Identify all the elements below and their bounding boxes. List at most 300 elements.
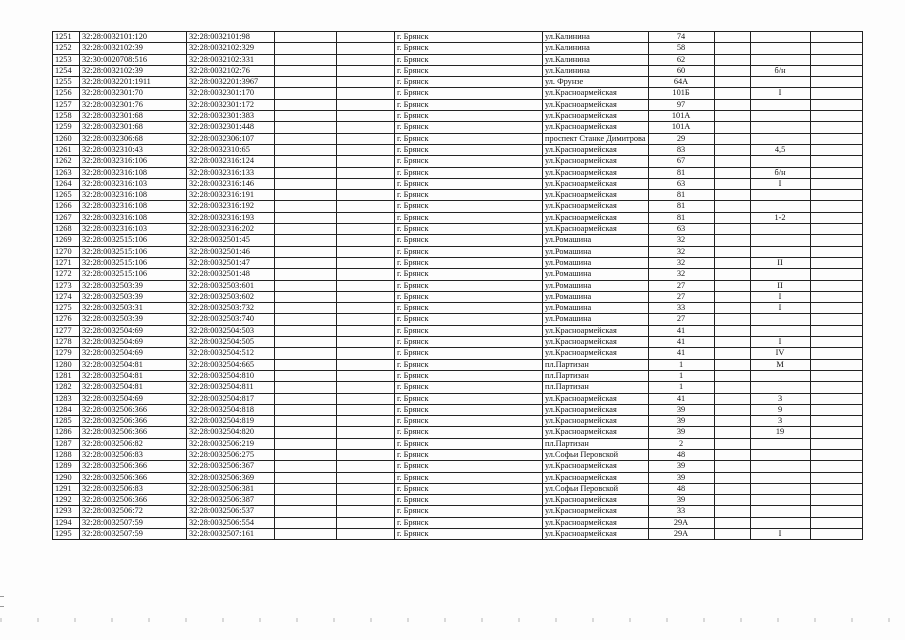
cell-land-cadastral-number: 32:28:0032506:366 bbox=[80, 472, 187, 483]
cell-object-cadastral-number: 32:28:0032501:46 bbox=[187, 246, 275, 257]
cell-city: г. Брянск bbox=[395, 32, 543, 43]
cell-empty bbox=[810, 314, 862, 325]
cell-land-cadastral-number: 32:28:0032507:59 bbox=[80, 529, 187, 540]
cell-record-number: 1293 bbox=[53, 506, 80, 517]
cell-empty bbox=[275, 156, 337, 167]
cell-street: ул.Красноармейская bbox=[543, 325, 649, 336]
cell-empty bbox=[714, 506, 750, 517]
cell-premises-number bbox=[750, 190, 810, 201]
cell-empty bbox=[714, 529, 750, 540]
cell-street: пл.Партизан bbox=[543, 370, 649, 381]
cell-empty bbox=[337, 111, 395, 122]
cell-land-cadastral-number: 32:28:0032301:68 bbox=[80, 122, 187, 133]
cell-empty bbox=[337, 404, 395, 415]
cell-street: ул.Красноармейская bbox=[543, 178, 649, 189]
cell-empty bbox=[714, 167, 750, 178]
scan-edge-mark bbox=[0, 606, 4, 607]
cell-record-number: 1279 bbox=[53, 348, 80, 359]
cell-empty bbox=[714, 359, 750, 370]
cell-empty bbox=[275, 370, 337, 381]
cell-street: ул.Красноармейская bbox=[543, 348, 649, 359]
cell-premises-number: I bbox=[750, 337, 810, 348]
cell-land-cadastral-number: 32:28:0032515:106 bbox=[80, 269, 187, 280]
cell-empty bbox=[275, 416, 337, 427]
cell-city: г. Брянск bbox=[395, 427, 543, 438]
cell-empty bbox=[275, 495, 337, 506]
cell-object-cadastral-number: 32:28:0032503:602 bbox=[187, 291, 275, 302]
table-row bbox=[53, 201, 863, 212]
cell-empty bbox=[810, 393, 862, 404]
cell-premises-number bbox=[750, 122, 810, 133]
table-row bbox=[53, 144, 863, 155]
cell-empty bbox=[337, 529, 395, 540]
cell-empty bbox=[810, 212, 862, 223]
cell-premises-number bbox=[750, 461, 810, 472]
cell-empty bbox=[714, 43, 750, 54]
cell-empty bbox=[337, 506, 395, 517]
cell-empty bbox=[337, 88, 395, 99]
cell-house-number: 64А bbox=[648, 77, 714, 88]
cell-object-cadastral-number: 32:28:0032501:48 bbox=[187, 269, 275, 280]
cell-premises-number: II bbox=[750, 280, 810, 291]
cell-object-cadastral-number: 32:28:0032504:512 bbox=[187, 348, 275, 359]
cell-record-number: 1284 bbox=[53, 404, 80, 415]
cell-land-cadastral-number: 32:28:0032504:81 bbox=[80, 359, 187, 370]
cell-street: ул.Красноармейская bbox=[543, 144, 649, 155]
cell-object-cadastral-number: 32:28:0032316:192 bbox=[187, 201, 275, 212]
cell-premises-number: М bbox=[750, 359, 810, 370]
cell-empty bbox=[810, 427, 862, 438]
cell-empty bbox=[810, 495, 862, 506]
table-row bbox=[53, 359, 863, 370]
cell-empty bbox=[714, 156, 750, 167]
cell-empty bbox=[337, 167, 395, 178]
cell-empty bbox=[714, 235, 750, 246]
cell-object-cadastral-number: 32:28:0032503:732 bbox=[187, 303, 275, 314]
cell-house-number: 101А bbox=[648, 122, 714, 133]
cell-premises-number bbox=[750, 224, 810, 235]
cell-record-number: 1276 bbox=[53, 314, 80, 325]
cell-empty bbox=[714, 325, 750, 336]
cell-street: ул.Софьи Перовской bbox=[543, 483, 649, 494]
cell-empty bbox=[714, 404, 750, 415]
table-row bbox=[53, 438, 863, 449]
cell-empty bbox=[275, 359, 337, 370]
cell-land-cadastral-number: 32:28:0032301:76 bbox=[80, 99, 187, 110]
cell-object-cadastral-number: 32:28:0032316:193 bbox=[187, 212, 275, 223]
cell-object-cadastral-number: 32:28:0032506:554 bbox=[187, 517, 275, 528]
cell-empty bbox=[810, 325, 862, 336]
cell-land-cadastral-number: 32:28:0032316:108 bbox=[80, 190, 187, 201]
cell-house-number: 1 bbox=[648, 359, 714, 370]
cell-house-number: 48 bbox=[648, 483, 714, 494]
cell-land-cadastral-number: 32:28:0032301:68 bbox=[80, 111, 187, 122]
cell-street: ул.Ромашина bbox=[543, 257, 649, 268]
cell-empty bbox=[810, 178, 862, 189]
cell-city: г. Брянск bbox=[395, 517, 543, 528]
cell-object-cadastral-number: 32:28:0032301:170 bbox=[187, 88, 275, 99]
registry-table-body bbox=[53, 32, 863, 540]
cell-empty bbox=[275, 144, 337, 155]
cell-record-number: 1254 bbox=[53, 65, 80, 76]
cell-object-cadastral-number: 32:28:0032504:505 bbox=[187, 337, 275, 348]
cell-empty bbox=[337, 122, 395, 133]
cell-city: г. Брянск bbox=[395, 348, 543, 359]
cell-empty bbox=[275, 461, 337, 472]
cell-street: ул.Красноармейская bbox=[543, 393, 649, 404]
cell-empty bbox=[275, 77, 337, 88]
cell-street: ул.Красноармейская bbox=[543, 416, 649, 427]
cell-object-cadastral-number: 32:28:0032501:45 bbox=[187, 235, 275, 246]
cell-premises-number bbox=[750, 438, 810, 449]
cell-house-number: 41 bbox=[648, 337, 714, 348]
cell-object-cadastral-number: 32:28:0032201:3967 bbox=[187, 77, 275, 88]
cell-city: г. Брянск bbox=[395, 382, 543, 393]
cell-house-number: 33 bbox=[648, 303, 714, 314]
cell-empty bbox=[275, 201, 337, 212]
cell-house-number: 2 bbox=[648, 438, 714, 449]
cell-empty bbox=[714, 337, 750, 348]
cell-empty bbox=[337, 32, 395, 43]
cell-empty bbox=[337, 348, 395, 359]
cell-empty bbox=[810, 167, 862, 178]
cell-empty bbox=[714, 212, 750, 223]
cell-empty bbox=[714, 122, 750, 133]
cell-street: ул.Красноармейская bbox=[543, 495, 649, 506]
cell-empty bbox=[275, 325, 337, 336]
cell-object-cadastral-number: 32:28:0032101:98 bbox=[187, 32, 275, 43]
cell-record-number: 1268 bbox=[53, 224, 80, 235]
cell-object-cadastral-number: 32:28:0032506:387 bbox=[187, 495, 275, 506]
cell-empty bbox=[714, 133, 750, 144]
cell-empty bbox=[714, 65, 750, 76]
table-row bbox=[53, 190, 863, 201]
table-row bbox=[53, 246, 863, 257]
cell-object-cadastral-number: 32:28:0032316:146 bbox=[187, 178, 275, 189]
cell-empty bbox=[714, 291, 750, 302]
cell-street: ул.Красноармейская bbox=[543, 224, 649, 235]
cell-record-number: 1281 bbox=[53, 370, 80, 381]
cell-record-number: 1251 bbox=[53, 32, 80, 43]
cell-house-number: 41 bbox=[648, 348, 714, 359]
cell-empty bbox=[275, 111, 337, 122]
cell-premises-number bbox=[750, 77, 810, 88]
cell-empty bbox=[810, 257, 862, 268]
cell-premises-number: 3 bbox=[750, 416, 810, 427]
cell-street: ул. Фрунзе bbox=[543, 77, 649, 88]
cell-premises-number bbox=[750, 517, 810, 528]
cell-empty bbox=[714, 246, 750, 257]
cell-house-number: 29А bbox=[648, 517, 714, 528]
table-row bbox=[53, 337, 863, 348]
cell-house-number: 39 bbox=[648, 404, 714, 415]
cell-land-cadastral-number: 32:28:0032504:69 bbox=[80, 337, 187, 348]
cell-empty bbox=[275, 65, 337, 76]
cell-street: ул.Красноармейская bbox=[543, 156, 649, 167]
cell-house-number: 81 bbox=[648, 167, 714, 178]
scan-edge-mark bbox=[0, 596, 4, 597]
cell-city: г. Брянск bbox=[395, 144, 543, 155]
cell-empty bbox=[714, 517, 750, 528]
cell-empty bbox=[810, 54, 862, 65]
cell-house-number: 74 bbox=[648, 32, 714, 43]
cell-house-number: 27 bbox=[648, 314, 714, 325]
table-row bbox=[53, 65, 863, 76]
cell-city: г. Брянск bbox=[395, 43, 543, 54]
cell-object-cadastral-number: 32:28:0032503:601 bbox=[187, 280, 275, 291]
cell-house-number: 101А bbox=[648, 111, 714, 122]
cell-land-cadastral-number: 32:28:0032506:366 bbox=[80, 404, 187, 415]
table-row bbox=[53, 416, 863, 427]
cell-street: проспект Станке Димитрова bbox=[543, 133, 649, 144]
cell-land-cadastral-number: 32:28:0032503:39 bbox=[80, 280, 187, 291]
table-row bbox=[53, 506, 863, 517]
cell-street: ул.Калинина bbox=[543, 65, 649, 76]
cell-record-number: 1262 bbox=[53, 156, 80, 167]
cell-land-cadastral-number: 32:28:0032310:43 bbox=[80, 144, 187, 155]
cell-land-cadastral-number: 32:28:0032316:108 bbox=[80, 212, 187, 223]
cell-house-number: 63 bbox=[648, 224, 714, 235]
cell-empty bbox=[714, 280, 750, 291]
cell-empty bbox=[275, 483, 337, 494]
cell-empty bbox=[275, 280, 337, 291]
cell-land-cadastral-number: 32:28:0032506:366 bbox=[80, 427, 187, 438]
table-row bbox=[53, 235, 863, 246]
cell-empty bbox=[337, 201, 395, 212]
table-row bbox=[53, 133, 863, 144]
cell-empty bbox=[337, 325, 395, 336]
cell-record-number: 1275 bbox=[53, 303, 80, 314]
cell-empty bbox=[275, 54, 337, 65]
cell-empty bbox=[275, 235, 337, 246]
cell-empty bbox=[337, 224, 395, 235]
cell-empty bbox=[810, 224, 862, 235]
cell-record-number: 1269 bbox=[53, 235, 80, 246]
cell-empty bbox=[714, 449, 750, 460]
cell-object-cadastral-number: 32:28:0032506:537 bbox=[187, 506, 275, 517]
cell-city: г. Брянск bbox=[395, 88, 543, 99]
cell-record-number: 1267 bbox=[53, 212, 80, 223]
cell-city: г. Брянск bbox=[395, 416, 543, 427]
cell-house-number: 48 bbox=[648, 449, 714, 460]
cell-city: г. Брянск bbox=[395, 133, 543, 144]
cell-record-number: 1256 bbox=[53, 88, 80, 99]
cell-house-number: 39 bbox=[648, 461, 714, 472]
cell-object-cadastral-number: 32:28:0032506:275 bbox=[187, 449, 275, 460]
cell-empty bbox=[810, 483, 862, 494]
cell-object-cadastral-number: 32:28:0032316:124 bbox=[187, 156, 275, 167]
cell-empty bbox=[275, 43, 337, 54]
cell-record-number: 1278 bbox=[53, 337, 80, 348]
cell-land-cadastral-number: 32:28:0032316:108 bbox=[80, 201, 187, 212]
cell-object-cadastral-number: 32:28:0032301:383 bbox=[187, 111, 275, 122]
cell-empty bbox=[714, 99, 750, 110]
cell-empty bbox=[714, 427, 750, 438]
cell-empty bbox=[337, 291, 395, 302]
cell-premises-number bbox=[750, 156, 810, 167]
cell-city: г. Брянск bbox=[395, 449, 543, 460]
cell-city: г. Брянск bbox=[395, 495, 543, 506]
cell-empty bbox=[275, 133, 337, 144]
cell-empty bbox=[337, 438, 395, 449]
table-row bbox=[53, 212, 863, 223]
cell-city: г. Брянск bbox=[395, 438, 543, 449]
cell-house-number: 101Б bbox=[648, 88, 714, 99]
cell-empty bbox=[714, 201, 750, 212]
cell-land-cadastral-number: 32:28:0032515:106 bbox=[80, 257, 187, 268]
cell-city: г. Брянск bbox=[395, 337, 543, 348]
cell-premises-number bbox=[750, 54, 810, 65]
cell-land-cadastral-number: 32:28:0032316:103 bbox=[80, 224, 187, 235]
cell-land-cadastral-number: 32:28:0032507:59 bbox=[80, 517, 187, 528]
cell-street: ул.Красноармейская bbox=[543, 88, 649, 99]
cell-empty bbox=[810, 461, 862, 472]
cell-empty bbox=[275, 167, 337, 178]
table-row bbox=[53, 314, 863, 325]
cell-empty bbox=[714, 416, 750, 427]
cell-empty bbox=[275, 224, 337, 235]
cell-premises-number bbox=[750, 325, 810, 336]
cell-empty bbox=[810, 404, 862, 415]
cell-land-cadastral-number: 32:28:0032101:120 bbox=[80, 32, 187, 43]
cell-city: г. Брянск bbox=[395, 483, 543, 494]
cell-empty bbox=[337, 43, 395, 54]
cell-house-number: 29А bbox=[648, 529, 714, 540]
cell-land-cadastral-number: 32:28:0032316:106 bbox=[80, 156, 187, 167]
cell-land-cadastral-number: 32:28:0032306:68 bbox=[80, 133, 187, 144]
cell-record-number: 1273 bbox=[53, 280, 80, 291]
cell-land-cadastral-number: 32:28:0032506:366 bbox=[80, 461, 187, 472]
cell-premises-number bbox=[750, 32, 810, 43]
table-row bbox=[53, 88, 863, 99]
cell-empty bbox=[810, 359, 862, 370]
cell-object-cadastral-number: 32:28:0032507:161 bbox=[187, 529, 275, 540]
cell-premises-number: I bbox=[750, 291, 810, 302]
cell-city: г. Брянск bbox=[395, 201, 543, 212]
cell-city: г. Брянск bbox=[395, 99, 543, 110]
cell-empty bbox=[337, 303, 395, 314]
cell-city: г. Брянск bbox=[395, 393, 543, 404]
cell-empty bbox=[337, 314, 395, 325]
cell-empty bbox=[714, 111, 750, 122]
cell-object-cadastral-number: 32:28:0032102:329 bbox=[187, 43, 275, 54]
cell-empty bbox=[275, 348, 337, 359]
cell-record-number: 1255 bbox=[53, 77, 80, 88]
cell-record-number: 1294 bbox=[53, 517, 80, 528]
cell-city: г. Брянск bbox=[395, 235, 543, 246]
cell-empty bbox=[337, 472, 395, 483]
cell-house-number: 27 bbox=[648, 280, 714, 291]
table-row bbox=[53, 54, 863, 65]
cell-empty bbox=[714, 495, 750, 506]
cell-object-cadastral-number: 32:28:0032506:381 bbox=[187, 483, 275, 494]
cell-empty bbox=[810, 449, 862, 460]
cell-object-cadastral-number: 32:28:0032506:367 bbox=[187, 461, 275, 472]
cell-empty bbox=[714, 257, 750, 268]
cell-empty bbox=[810, 348, 862, 359]
table-row bbox=[53, 167, 863, 178]
cell-empty bbox=[337, 257, 395, 268]
cell-house-number: 32 bbox=[648, 246, 714, 257]
cell-house-number: 39 bbox=[648, 427, 714, 438]
cell-house-number: 62 bbox=[648, 54, 714, 65]
cell-record-number: 1265 bbox=[53, 190, 80, 201]
cell-empty bbox=[275, 529, 337, 540]
cell-empty bbox=[714, 438, 750, 449]
cell-object-cadastral-number: 32:28:0032504:820 bbox=[187, 427, 275, 438]
cell-record-number: 1270 bbox=[53, 246, 80, 257]
cell-premises-number: б/н bbox=[750, 65, 810, 76]
cell-empty bbox=[275, 303, 337, 314]
cell-empty bbox=[810, 370, 862, 381]
cell-empty bbox=[714, 314, 750, 325]
cell-empty bbox=[337, 393, 395, 404]
cell-empty bbox=[275, 269, 337, 280]
cell-city: г. Брянск bbox=[395, 190, 543, 201]
table-row bbox=[53, 370, 863, 381]
cell-house-number: 39 bbox=[648, 472, 714, 483]
cell-land-cadastral-number: 32:28:0032506:83 bbox=[80, 449, 187, 460]
cell-empty bbox=[337, 65, 395, 76]
cell-record-number: 1258 bbox=[53, 111, 80, 122]
cell-land-cadastral-number: 32:28:0032506:83 bbox=[80, 483, 187, 494]
cell-street: ул.Софьи Перовской bbox=[543, 449, 649, 460]
cell-empty bbox=[714, 483, 750, 494]
cell-object-cadastral-number: 32:28:0032504:811 bbox=[187, 382, 275, 393]
cell-empty bbox=[337, 144, 395, 155]
cell-empty bbox=[275, 438, 337, 449]
cell-object-cadastral-number: 32:28:0032316:202 bbox=[187, 224, 275, 235]
cell-empty bbox=[810, 43, 862, 54]
cell-city: г. Брянск bbox=[395, 224, 543, 235]
cell-street: ул.Ромашина bbox=[543, 291, 649, 302]
cell-land-cadastral-number: 32:28:0032504:69 bbox=[80, 325, 187, 336]
cell-house-number: 67 bbox=[648, 156, 714, 167]
cell-empty bbox=[337, 359, 395, 370]
cell-street: ул.Красноармейская bbox=[543, 472, 649, 483]
cell-premises-number bbox=[750, 43, 810, 54]
cell-empty bbox=[337, 156, 395, 167]
cell-empty bbox=[275, 404, 337, 415]
cell-street: ул.Ромашина bbox=[543, 303, 649, 314]
table-row bbox=[53, 291, 863, 302]
cell-record-number: 1253 bbox=[53, 54, 80, 65]
cell-object-cadastral-number: 32:28:0032102:76 bbox=[187, 65, 275, 76]
cell-empty bbox=[714, 144, 750, 155]
cell-empty bbox=[337, 517, 395, 528]
cell-house-number: 39 bbox=[648, 495, 714, 506]
cell-city: г. Брянск bbox=[395, 212, 543, 223]
cell-empty bbox=[337, 370, 395, 381]
cell-premises-number: 19 bbox=[750, 427, 810, 438]
cell-empty bbox=[337, 483, 395, 494]
table-row bbox=[53, 472, 863, 483]
cell-house-number: 29 bbox=[648, 133, 714, 144]
cell-record-number: 1264 bbox=[53, 178, 80, 189]
cell-premises-number: 3 bbox=[750, 393, 810, 404]
cell-house-number: 58 bbox=[648, 43, 714, 54]
cell-street: ул.Красноармейская bbox=[543, 111, 649, 122]
cell-empty bbox=[337, 235, 395, 246]
cell-street: пл.Партизан bbox=[543, 438, 649, 449]
cell-city: г. Брянск bbox=[395, 325, 543, 336]
cell-object-cadastral-number: 32:28:0032316:133 bbox=[187, 167, 275, 178]
cell-empty bbox=[275, 257, 337, 268]
cell-empty bbox=[337, 269, 395, 280]
table-row bbox=[53, 348, 863, 359]
cell-land-cadastral-number: 32:28:0032515:106 bbox=[80, 246, 187, 257]
cell-city: г. Брянск bbox=[395, 122, 543, 133]
